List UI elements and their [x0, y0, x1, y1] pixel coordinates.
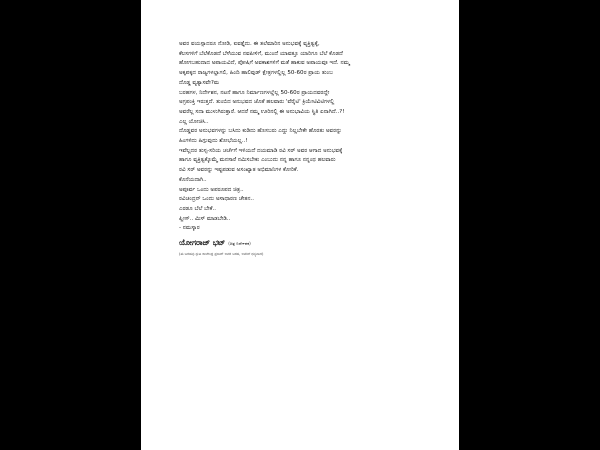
paragraph [179, 89, 415, 128]
text-line: ಎಲ್ಲ ಯೋಚಿಸಿ.. [179, 118, 209, 125]
text-line: ಹಿಂಗಳಿದು ಹಿಗ್ಗುವುದು ಶೋಭೆಯಲ್ಲ..! [179, 138, 248, 145]
text-line: ಅಪೂರ್ವ ಒಂದು ಅಪರೂಪದ ಚಿತ್ರ.. [179, 186, 244, 193]
text-line: ಅಗ್ರಪಂಕ್ತಿ ಇರುತ್ತದೆ. ತುಂಬಿದ ಅನುಭವದ ಜೊತೆ ಹಲವಾರು 'ವೆರೈಟಿ' ಕ್ರಿಯೇಟಿವಿಟಿಗಳಲ್ಲಿ [179, 99, 335, 106]
text-line: ರವಿ ಸರ್ ಅವರನ್ನು ಇಷ್ಟಪಡುವ ಅಸಂಖ್ಯಾತ ಅಭಿಮಾನಿಗಳ ಕೋರಿಕೆ. [179, 167, 299, 174]
paragraph [179, 127, 415, 146]
paragraph [179, 176, 415, 186]
text-line: - ನಮಸ್ಕಾರ [179, 225, 200, 232]
text-line: ಎರಡೂ ಬೆಲೆ ಬೇಕೆ.. [179, 205, 217, 212]
document-page [141, 0, 459, 450]
paragraph [179, 40, 415, 89]
author-name: ಯೋಗರಾಜ್ ಭಟ್ [179, 238, 226, 248]
text-line: ಹಾಗೂ ವ್ಯಕ್ತಿತ್ವಕ್ಕೊಮ್ಮೆ ಮನಸಾರೆ ನಮಿಸಬೇಕು ಎಂಬುದು ನನ್ನ ಹಾಗೂ ನನ್ನಂಥ ಹಲವಾರು [179, 157, 336, 164]
text-line: ಹೋಗಬಹುದಾದ ಅಪಾಯವಿದೆ, ಪೋಷಿಗೆ ಅವಕಾಶಗಳಿಗೆ ಮತೆ ಹಾಕುವ ಅಪಾಯವೂ ಇದೆ. ನಮ್ಮ [179, 60, 350, 67]
text-line: ರವಿಚಂದ್ರನ್ ಒಂದು ಅಸಾಧಾರಣ ಚೇತನ.. [179, 196, 255, 203]
text-line: ಅವರ ವಯಸ್ಸಾದರೂ ನೋಡಿ, ಐವತ್ತೈದು. ಈ ತಲೆಮಾರಿನ ಅನುಭವಕ್ಕೆ ವ್ಯಕ್ತಿತ್ವಕ್ಕೆ, [179, 41, 320, 47]
text-line: ದೊಡ್ಡ ವ್ಯತ್ಯಾಸವೇ?ಮ [179, 79, 220, 86]
author-signature [179, 237, 459, 249]
text-line: ದೊಡ್ಡವರ ಅನುಭವಗಳನ್ನು ಬಸಿದು ಕುಡಿದು ಹೊಸಬರು ಎದ್ದು ನಿಲ್ಲಬೇಕೇ ಹೊರತು ಅವರನ್ನು [179, 128, 342, 135]
article-body [179, 40, 415, 234]
text-line: ಕೊನೆಯದಾಗಿ.. [179, 176, 207, 183]
paragraph [179, 186, 415, 235]
text-line: ಇವೆಲ್ಲದರ ತುಸ್ಸ-ಸರಿಯ ಚರ್ಚೆಗೆ ಇಳಿಯದೆ ದಯಮಾಡಿ ರವಿ ಸರ್ ಅವರ ಆಗಾದ ಅನುಭವಕ್ಕೆ [179, 147, 343, 154]
source-caption: (ಈ ಬರಹವು ಸ್ಫುಟ ರಾಜೇಂದ್ರ ಪ್ರಸಾದ್ ಅವರ ಬರಹ, ಅವರಿಗೆ ಧನ್ಯವಾದ) [179, 252, 264, 257]
text-line: ಕೆಲಸಗಳಿಗೆ ಬೆಲೆಕೊಡದೆ ಬೆಳೆಯುವ ನವಪೀಳಿಗೆ, ಮುಂದೆ ಯಾವತ್ತೂ ಯಾರಿಗೂ ಬೆಲೆ ಕೊಡದೆ [179, 50, 343, 57]
paragraph [179, 147, 415, 176]
text-line: ಅವರೆಲ್ಲ ಸದಾ ಮುಳುಗಿರುತ್ತಾರೆ. ಆದರೆ ನಮ್ಮ ಊರಿನಲ್ಲಿ ಈ ಅನುಭಾವಿಯ ಸ್ಥಿತಿ ಏನಾಗಿದೆ..?! [179, 108, 345, 115]
text-line: ಪ್ಲೀಸ್.. ಮಿಸ್ ಮಾಡಬೇಡಿ.. [179, 215, 231, 222]
text-line: ಅಕ್ಕಪಕ್ಕದ ರಾಜ್ಯಗಳಲ್ಲಾಗಲಿ, ಹಿಂದಿ ಹಾಲಿವುಡ್ ಕ್ಷೇತ್ರಗಳಲ್ಲಿಲ್ಲ 50-60ರ ಪ್ರಾಯ ತುಂಬ [179, 70, 333, 77]
author-role: (ಚಿತ್ರ ನಿರ್ದೇಶಕ) [228, 241, 251, 247]
text-line: ಬರಹಗಳ, ನಿರ್ದೇಶನ, ನಟನೆ ಹಾಗೂ ನಿರ್ಮಾಣಗಳಲ್ಲೆಲ್ಲ 50-60ರ ಪ್ರಾಯದವರದ್ದೇ [179, 89, 330, 96]
